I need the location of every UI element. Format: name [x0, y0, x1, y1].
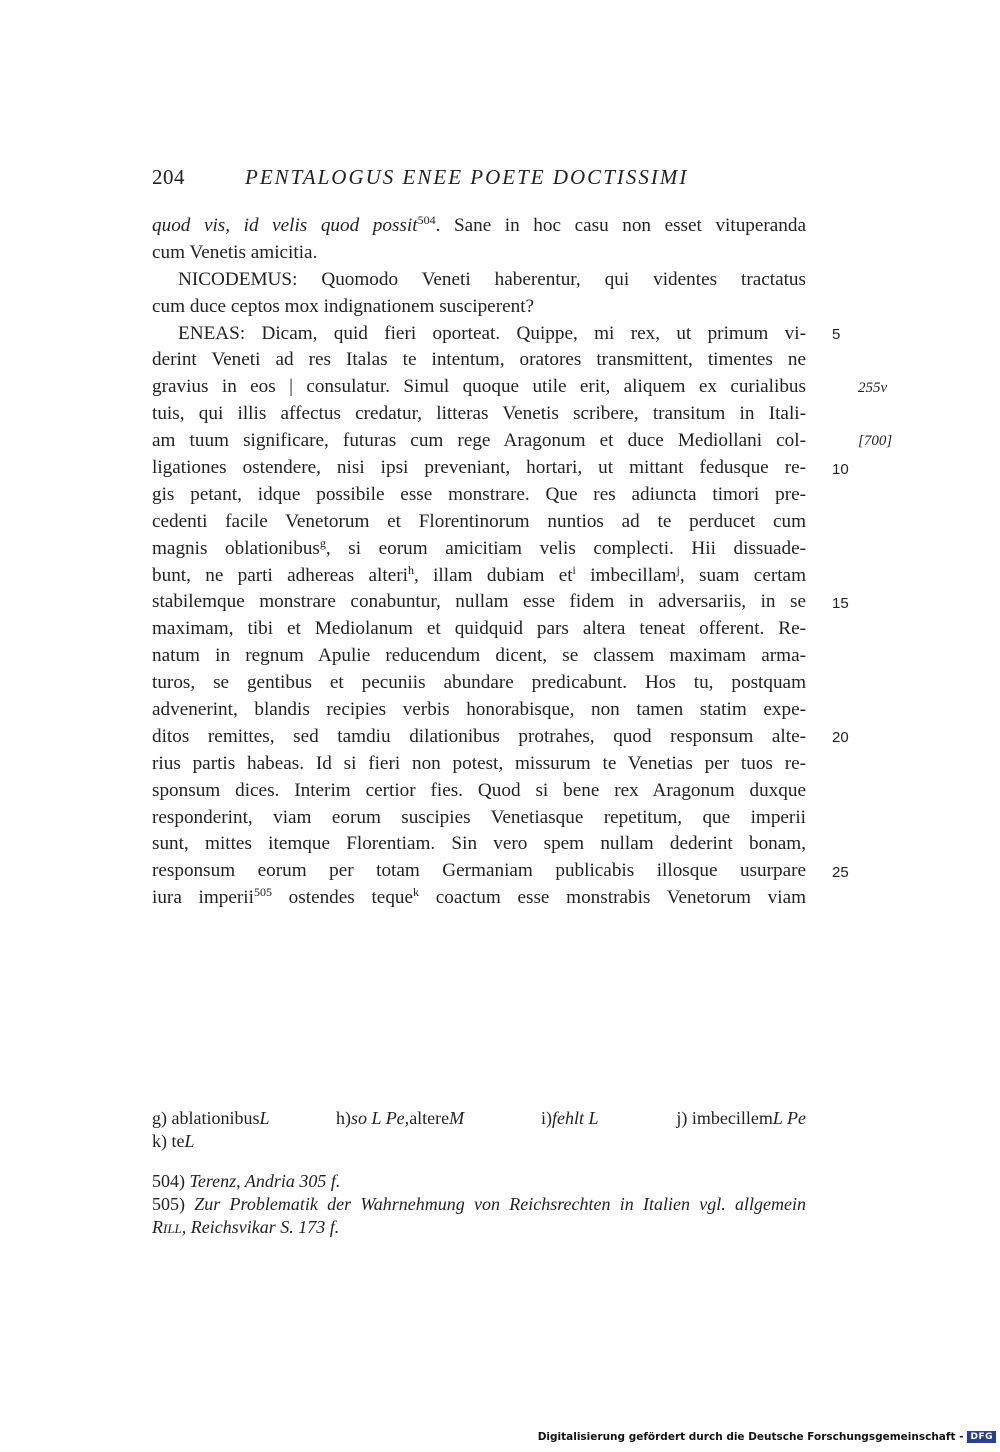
dfg-logo: DFG: [967, 1431, 996, 1443]
text-line: gravius in eos | consulatur. Simul quoque utile erit, aliquem ex curialibus: [152, 376, 806, 398]
text-line: responsum eorum per totam Germaniam publicabis illosque usurpare: [152, 860, 806, 882]
text-line: responderint, viam eorum suscipies Venetiasque repetitum, que imperii: [152, 806, 806, 828]
footnote-505: 505) Zur Problematik der Wahrnehmung von Reichsrechten in Italien vgl. allgemein: [152, 1194, 807, 1214]
apparatus-ref: h: [407, 562, 414, 577]
page-number: 204: [152, 165, 185, 189]
text-line: ENEAS: Dicam, quid fieri oporteat. Quippe, mi rex, ut primum vi-: [178, 322, 806, 344]
main-text: [152, 213, 806, 912]
text-line: ditos remittes, sed tamdiu dilationibus protrahes, quod responsum alte-: [152, 725, 806, 747]
footer-text: Digitalisierung gefördert durch die Deutsche Forschungsgemeinschaft -: [537, 1431, 964, 1443]
text-line: gis petant, idque possibile esse monstrare. Que res adiuncta timori pre-: [152, 483, 806, 505]
text-line: sunt, mittes itemque Florentiam. Sin vero spem nullam dederint bonam,: [152, 833, 806, 855]
text-line: am tuum significare, futuras cum rege Aragonum et duce Mediollani col-: [152, 430, 806, 452]
text-line: cedenti facile Venetorum et Florentinorum nuntios ad te perducet cum: [152, 510, 806, 532]
text-line: cum duce ceptos mox indignationem susciperent?: [152, 295, 535, 317]
running-head: PENTALOGUS ENEE POETE DOCTISSIMI: [245, 165, 689, 189]
footnote-ref: 504: [417, 213, 436, 227]
text-line: bunt, ne parti adhereas alteri$^h$, illam dubiam $et^i$ imbecillam$^j$, suam certam: [152, 562, 806, 586]
digitization-footer: [538, 1431, 996, 1443]
text-line: NICODEMUS: Quomodo Veneti haberentur, qui videntes tractatus: [178, 268, 806, 290]
text-line: natum in regnum Apulie reducendum dicent, se classem maximam arma-: [152, 645, 806, 667]
line-number: 15: [832, 595, 849, 612]
critical-apparatus: [152, 1107, 806, 1153]
apparatus-ref: j: [676, 562, 680, 577]
apparatus-entry-g: g) ablationibusL: [152, 1108, 270, 1128]
apparatus-entry-k: k) teL: [152, 1131, 195, 1151]
text-line: advenerint, blandis recipies verbis honorabisque, non tamen statim expe-: [152, 699, 806, 721]
footnote-505-cont: Rill, Reichsvikar S. 173 f.: [152, 1217, 340, 1237]
apparatus-entry-i: i)fehlt L: [541, 1108, 599, 1128]
text-line: quod vis, id velis quod possit$^{504}$. Sane in hoc casu non esset vituperanda: [152, 213, 807, 236]
line-number: 25: [832, 864, 849, 881]
text-line: rius partis habeas. Id si fieri non potest, missurum te Venetias per tuos re-: [152, 752, 806, 774]
line-number: 5: [832, 326, 841, 343]
text-line: magnis oblationibus$^g$, si eorum amicitiam velis complecti. Hii dissuade-: [152, 535, 807, 559]
text-line: stabilemque monstrare conabuntur, nullam esse fidem in adversariis, in se: [152, 591, 806, 613]
footnotes: [152, 1170, 806, 1239]
text-line: iura imperii$^{505}$ ostendes teque$^k$ coactum esse monstrabis Venetorum viam: [152, 885, 807, 909]
apparatus-ref: i: [572, 562, 576, 577]
text-line: derint Veneti ad res Italas te intentum, oratores transmittent, timentes ne: [152, 349, 806, 371]
folio-marker: 255v: [858, 380, 888, 396]
text-line: ligationes ostendere, nisi ipsi preveniant, hortari, ut mittant fedusque re-: [152, 457, 806, 479]
page-ref-marker: [700]: [858, 433, 893, 449]
text-line: tuis, qui illis affectus credatur, litteras Venetis scribere, transitum in Itali-: [152, 403, 806, 425]
apparatus-ref: k: [413, 885, 420, 900]
apparatus-entry-j: j) imbecillemL Pe: [676, 1108, 806, 1128]
footnote-504: 504) Terenz, Andria 305 f.: [152, 1171, 341, 1191]
text-line: turos, se gentibus et pecuniis abundare predicabunt. Hos tu, postquam: [152, 672, 806, 694]
line-number: 10: [832, 461, 849, 478]
text-line: sponsum dices. Interim certior fies. Quod si bene rex Aragonum duxque: [152, 779, 806, 801]
apparatus-ref: g: [319, 535, 326, 550]
footnote-ref: 505: [253, 885, 272, 900]
text-line: cum Venetis amicitia.: [152, 241, 318, 263]
line-number: 20: [832, 729, 849, 746]
text-line: maximam, tibi et Mediolanum et quidquid pars altera teneat offerent. Re-: [152, 618, 806, 640]
apparatus-entry-h: h)so L Pe,altereM: [336, 1108, 465, 1128]
